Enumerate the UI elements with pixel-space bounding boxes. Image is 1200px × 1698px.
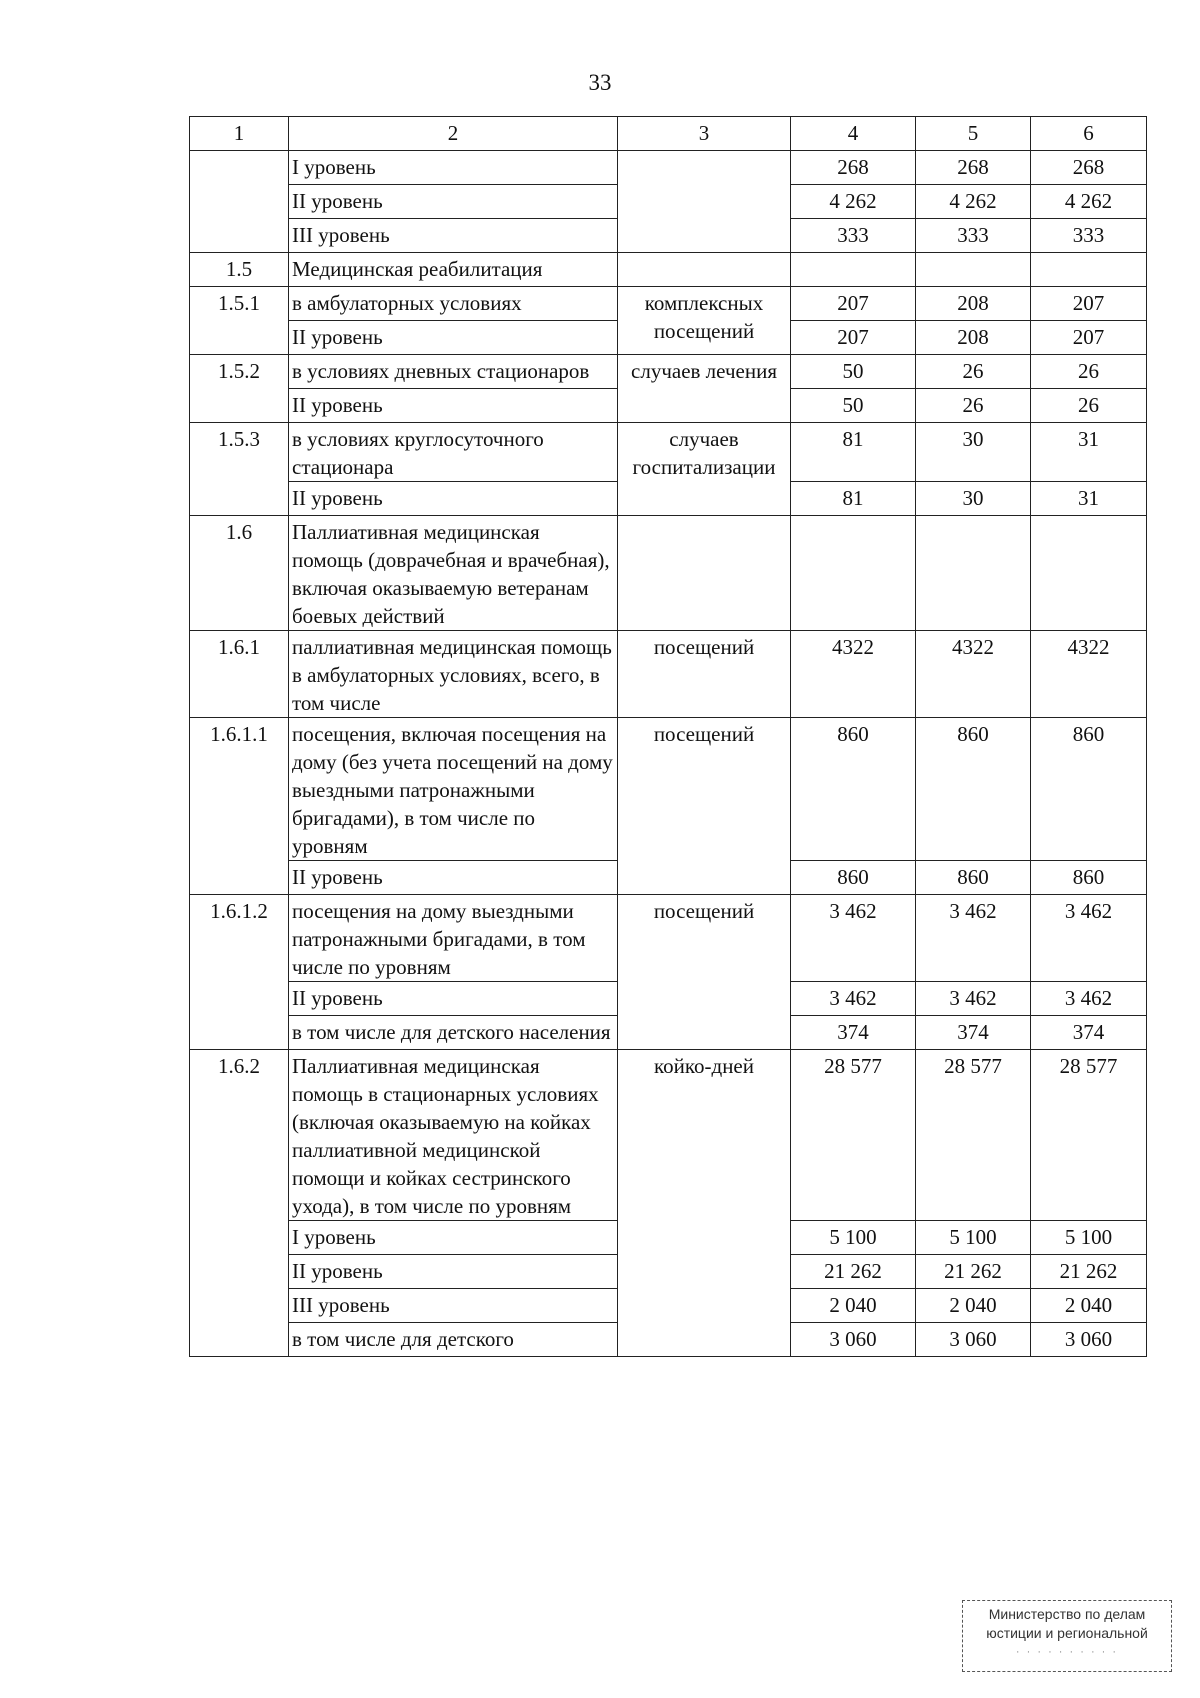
table-row bbox=[190, 895, 1147, 982]
row-unit bbox=[618, 151, 791, 253]
row-number bbox=[190, 151, 289, 253]
row-number: 1.6.2 bbox=[190, 1050, 289, 1357]
value-cell: 26 bbox=[1031, 389, 1147, 423]
value-cell: 3 462 bbox=[916, 982, 1031, 1016]
value-cell: 333 bbox=[916, 219, 1031, 253]
value-cell: 3 462 bbox=[791, 982, 916, 1016]
value-cell: 50 bbox=[791, 355, 916, 389]
value-cell: 860 bbox=[791, 861, 916, 895]
value-cell: 28 577 bbox=[791, 1050, 916, 1221]
value-cell bbox=[1031, 253, 1147, 287]
row-label: посещения, включая посещения на дому (без учета посещений на дому выездными патронажными бригадами), в том числе по уровням bbox=[289, 718, 618, 861]
value-cell: 268 bbox=[916, 151, 1031, 185]
row-unit: посещений bbox=[618, 718, 791, 895]
row-label: в условиях круглосуточного стационара bbox=[289, 423, 618, 482]
row-label: II уровень bbox=[289, 482, 618, 516]
value-cell: 26 bbox=[1031, 355, 1147, 389]
value-cell: 2 040 bbox=[916, 1289, 1031, 1323]
stamp-illegible-line: · · · · · · · · · · bbox=[1015, 1646, 1119, 1658]
table-row bbox=[190, 287, 1147, 321]
registration-stamp bbox=[962, 1600, 1172, 1672]
header-cell: 2 bbox=[289, 117, 618, 151]
value-cell: 860 bbox=[916, 861, 1031, 895]
stamp-line: юстиции и региональной bbox=[986, 1625, 1148, 1641]
row-label: I уровень bbox=[289, 1221, 618, 1255]
table-row bbox=[190, 631, 1147, 718]
value-cell: 21 262 bbox=[1031, 1255, 1147, 1289]
value-cell: 28 577 bbox=[1031, 1050, 1147, 1221]
value-cell: 30 bbox=[916, 423, 1031, 482]
table-row bbox=[190, 151, 1147, 185]
table-row bbox=[190, 1050, 1147, 1221]
row-unit: случаев госпитализации bbox=[618, 423, 791, 516]
value-cell: 374 bbox=[1031, 1016, 1147, 1050]
row-number: 1.6.1.2 bbox=[190, 895, 289, 1050]
value-cell: 26 bbox=[916, 355, 1031, 389]
value-cell: 4322 bbox=[1031, 631, 1147, 718]
row-number: 1.5.1 bbox=[190, 287, 289, 355]
value-cell: 26 bbox=[916, 389, 1031, 423]
value-cell: 50 bbox=[791, 389, 916, 423]
value-cell: 207 bbox=[791, 321, 916, 355]
value-cell: 4322 bbox=[791, 631, 916, 718]
value-cell: 3 462 bbox=[1031, 895, 1147, 982]
row-label: паллиативная медицинская помощь в амбулаторных условиях, всего, в том числе bbox=[289, 631, 618, 718]
row-label: III уровень bbox=[289, 219, 618, 253]
row-label: Паллиативная медицинская помощь в стационарных условиях (включая оказываемую на койках паллиативной медицинской помощи и койках сестринского ухода), в том числе по уровням bbox=[289, 1050, 618, 1221]
row-label: посещения на дому выездными патронажными бригадами, в том числе по уровням bbox=[289, 895, 618, 982]
value-cell: 860 bbox=[791, 718, 916, 861]
header-cell: 4 bbox=[791, 117, 916, 151]
value-cell: 3 060 bbox=[916, 1323, 1031, 1357]
value-cell bbox=[791, 253, 916, 287]
value-cell: 4322 bbox=[916, 631, 1031, 718]
row-label: I уровень bbox=[289, 151, 618, 185]
value-cell: 5 100 bbox=[916, 1221, 1031, 1255]
row-label: II уровень bbox=[289, 389, 618, 423]
value-cell: 28 577 bbox=[916, 1050, 1031, 1221]
value-cell: 207 bbox=[1031, 321, 1147, 355]
value-cell: 3 060 bbox=[791, 1323, 916, 1357]
value-cell: 31 bbox=[1031, 482, 1147, 516]
value-cell: 268 bbox=[791, 151, 916, 185]
value-cell: 374 bbox=[791, 1016, 916, 1050]
value-cell: 860 bbox=[1031, 718, 1147, 861]
value-cell: 31 bbox=[1031, 423, 1147, 482]
row-label: II уровень bbox=[289, 1255, 618, 1289]
row-number: 1.6 bbox=[190, 516, 289, 631]
row-label: II уровень bbox=[289, 185, 618, 219]
row-label: в условиях дневных стационаров bbox=[289, 355, 618, 389]
row-label: в том числе для детского населения bbox=[289, 1016, 618, 1050]
value-cell bbox=[916, 516, 1031, 631]
value-cell: 374 bbox=[916, 1016, 1031, 1050]
table-row bbox=[190, 355, 1147, 389]
value-cell: 333 bbox=[791, 219, 916, 253]
table-row bbox=[190, 423, 1147, 482]
header-cell: 3 bbox=[618, 117, 791, 151]
header-row bbox=[190, 117, 1147, 151]
row-number: 1.6.1.1 bbox=[190, 718, 289, 895]
value-cell: 3 060 bbox=[1031, 1323, 1147, 1357]
value-cell bbox=[791, 516, 916, 631]
value-cell: 207 bbox=[1031, 287, 1147, 321]
header-cell: 1 bbox=[190, 117, 289, 151]
value-cell: 3 462 bbox=[1031, 982, 1147, 1016]
value-cell: 3 462 bbox=[916, 895, 1031, 982]
value-cell: 207 bbox=[791, 287, 916, 321]
value-cell bbox=[1031, 516, 1147, 631]
row-label: Паллиативная медицинская помощь (доврачебная и врачебная), включая оказываемую ветеранам боевых действий bbox=[289, 516, 618, 631]
table-row bbox=[190, 253, 1147, 287]
row-label: III уровень bbox=[289, 1289, 618, 1323]
value-cell: 81 bbox=[791, 423, 916, 482]
value-cell: 81 bbox=[791, 482, 916, 516]
value-cell: 2 040 bbox=[791, 1289, 916, 1323]
row-unit bbox=[618, 253, 791, 287]
value-cell bbox=[916, 253, 1031, 287]
header-cell: 6 bbox=[1031, 117, 1147, 151]
row-number: 1.5.2 bbox=[190, 355, 289, 423]
value-cell: 3 462 bbox=[791, 895, 916, 982]
table-row bbox=[190, 718, 1147, 861]
value-cell: 21 262 bbox=[916, 1255, 1031, 1289]
table-row bbox=[190, 516, 1147, 631]
page-number: 33 bbox=[588, 70, 612, 95]
row-unit: посещений bbox=[618, 895, 791, 1050]
value-cell: 21 262 bbox=[791, 1255, 916, 1289]
value-cell: 4 262 bbox=[1031, 185, 1147, 219]
value-cell: 208 bbox=[916, 321, 1031, 355]
value-cell: 4 262 bbox=[916, 185, 1031, 219]
row-number: 1.5.3 bbox=[190, 423, 289, 516]
value-cell: 30 bbox=[916, 482, 1031, 516]
row-number: 1.6.1 bbox=[190, 631, 289, 718]
value-cell: 4 262 bbox=[791, 185, 916, 219]
value-cell: 268 bbox=[1031, 151, 1147, 185]
value-cell: 5 100 bbox=[791, 1221, 916, 1255]
value-cell: 333 bbox=[1031, 219, 1147, 253]
value-cell: 860 bbox=[1031, 861, 1147, 895]
row-label: Медицинская реабилитация bbox=[289, 253, 618, 287]
row-label: II уровень bbox=[289, 982, 618, 1016]
row-number: 1.5 bbox=[190, 253, 289, 287]
row-unit: посещений bbox=[618, 631, 791, 718]
value-cell: 2 040 bbox=[1031, 1289, 1147, 1323]
row-label: II уровень bbox=[289, 861, 618, 895]
row-label: в амбулаторных условиях bbox=[289, 287, 618, 321]
data-table bbox=[189, 116, 1147, 1357]
value-cell: 208 bbox=[916, 287, 1031, 321]
row-unit: комплексных посещений bbox=[618, 287, 791, 355]
row-label: II уровень bbox=[289, 321, 618, 355]
row-unit: случаев лечения bbox=[618, 355, 791, 423]
stamp-line: Министерство по делам bbox=[988, 1606, 1146, 1622]
header-cell: 5 bbox=[916, 117, 1031, 151]
row-unit: койко-дней bbox=[618, 1050, 791, 1357]
value-cell: 860 bbox=[916, 718, 1031, 861]
row-unit bbox=[618, 516, 791, 631]
row-label: в том числе для детского bbox=[289, 1323, 618, 1357]
value-cell: 5 100 bbox=[1031, 1221, 1147, 1255]
